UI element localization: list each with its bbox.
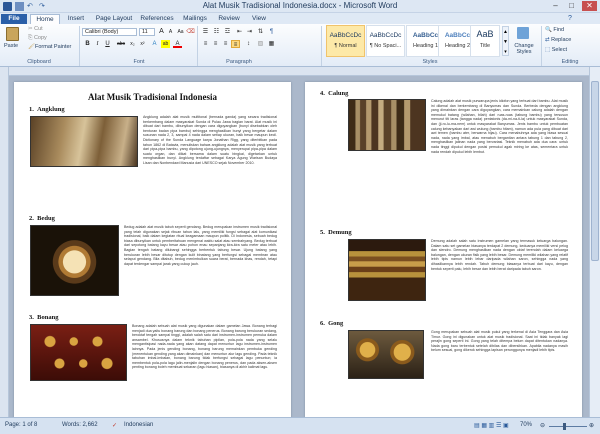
section-title: Calung: [328, 90, 349, 97]
tab-home[interactable]: Home: [30, 14, 60, 24]
section-number: 6.: [320, 320, 325, 327]
separator: [79, 26, 80, 66]
section-number: 5.: [320, 229, 325, 236]
close-button[interactable]: ✕: [582, 1, 597, 11]
title-bar: [0, 0, 600, 13]
style-preview: AaBbCc: [412, 32, 439, 39]
section-heading-bedug: [29, 215, 55, 222]
gong-image: [348, 330, 424, 379]
style-no-spacing[interactable]: [366, 25, 405, 57]
section-title: Angklung: [37, 106, 65, 113]
zoom-slider[interactable]: [549, 426, 587, 427]
section-text: Gong merupakan sebuah alat musik pukul yang terkenal di Asia Tenggara dan Asia Timur. Gong ini digunakan untuk alat musik tradisional. Saat ini tidak banyak lagi perajin gong seperti ini. Gong yang telah ditempa belum dapat ditentukan nadanya. Nada gong baru terbentuk setelah dibilas dan dibersihkan. Apabila nadanya masih belum sesuai, gong dikerok sehingga lapisan perunggunya menjadi lebih tipis.: [431, 330, 568, 353]
section-heading-demung: [320, 229, 352, 236]
calung-image: [348, 99, 426, 151]
scrollbar-thumb[interactable]: [591, 81, 599, 261]
status-bar: [0, 417, 600, 434]
show-marks-icon[interactable]: ¶: [269, 29, 274, 35]
section-heading-calung: [320, 90, 348, 97]
section-title: Bedug: [37, 215, 55, 222]
style-preview: AaBbCcDc: [369, 32, 402, 39]
tab-review[interactable]: Review: [218, 15, 240, 22]
shading-icon[interactable]: ▨: [257, 41, 264, 47]
tab-page-layout[interactable]: Page Layout: [95, 15, 133, 22]
section-title: Gong: [328, 320, 344, 327]
change-styles-icon[interactable]: [517, 27, 529, 39]
section-title: Demung: [328, 229, 352, 236]
font-color-button[interactable]: A: [173, 40, 182, 48]
select-button[interactable]: [545, 47, 567, 53]
page-2[interactable]: [305, 82, 582, 417]
find-icon: 🔍: [545, 27, 552, 33]
font-family-dropdown[interactable]: Calibri (Body): [82, 28, 137, 36]
format-painter-label: Format Painter: [34, 44, 72, 50]
style-name: Title: [479, 43, 491, 49]
maximize-button[interactable]: □: [569, 1, 574, 10]
style-name: ¶ No Spaci...: [369, 43, 402, 49]
paste-button[interactable]: Paste: [4, 43, 19, 49]
change-case-button[interactable]: Aa: [177, 29, 184, 35]
select-label: Select: [551, 47, 568, 53]
section-text: Angklung adalah alat musik multitonal (bernada ganda) yang secara tradisional berkembang dalam masyarakat Sunda di Pulau Jawa bagian barat. Alat musik ini dibuat dari bambu, dibunyikan dengan cara digoyangkan (bunyi disebabkan oleh benturan badan pipa bambu) sehingga menghasilkan bunyi yang bergetar dalam susunan nada 2, 3, sampai 4 nada dalam setiap ukuran, baik besar maupun kecil. Dictionary of the Sunda Language karya Jonathan Rigg, yang diterbitkan pada tahun 1862 di Batavia, menuliskan bahwa angklung adalah alat musik yang terbuat dari pipa-pipa bambu, yang dipotong ujung-ujungnya, menyerupai pipa-pipa dalam suatu organ, dan diikat bersama dalam suatu bingkai, digetarkan untuk menghasilkan bunyi. Angklung terdaftar sebagai Karya Agung Warisan Budaya Lisan dan Nonbendawi Manusia dari UNESCO sejak November 2010.: [143, 115, 277, 165]
ribbon-home: [0, 24, 600, 67]
document-title: Alat Musik Tradisional Indonesia: [88, 92, 217, 102]
italic-button[interactable]: I: [96, 41, 99, 47]
replace-label: Replace: [551, 37, 572, 43]
text-effects-button[interactable]: A: [152, 41, 157, 47]
section-heading-gong: [320, 320, 343, 327]
highlight-button[interactable]: ab: [162, 41, 169, 47]
bonang-image: [30, 324, 127, 381]
strikethrough-button[interactable]: abc: [116, 41, 126, 47]
section-number: 3.: [29, 314, 34, 321]
multilevel-list-icon[interactable]: ☲: [224, 29, 231, 35]
borders-icon[interactable]: ▦: [268, 41, 275, 47]
document-area[interactable]: [9, 76, 589, 417]
find-label: Find: [553, 27, 565, 33]
clear-formatting-icon[interactable]: ⌫: [186, 29, 195, 35]
underline-button[interactable]: U: [105, 41, 110, 47]
style-normal[interactable]: [326, 25, 365, 57]
style-preview: AaB: [476, 29, 494, 39]
tab-references[interactable]: References: [140, 15, 174, 22]
bold-button[interactable]: B: [85, 41, 90, 47]
align-right-icon[interactable]: ≡: [223, 41, 228, 47]
style-name: ¶ Normal: [334, 43, 357, 49]
bedug-image: [30, 225, 119, 296]
select-icon: ⬚: [545, 47, 551, 53]
tab-mailings[interactable]: Mailings: [183, 15, 207, 22]
style-name: Heading 2: [444, 43, 471, 49]
styles-group-label: Styles: [422, 59, 438, 65]
replace-icon: ⇄: [545, 37, 550, 43]
copy-label: Copy: [33, 35, 47, 41]
section-heading-angklung: [29, 106, 65, 113]
style-title[interactable]: [470, 25, 500, 57]
section-heading-bonang: [29, 314, 58, 321]
cut-button[interactable]: ✂ Cut: [28, 26, 43, 32]
separator: [197, 26, 198, 66]
copy-button[interactable]: ⎘ Copy: [28, 35, 47, 41]
section-text: Demung adalah salah satu instrumen gamelan yang termasuk keluarga balungan. Dalam satu set gamelan biasanya terdapat 2 demung, keduanya memiliki versi pelog dan slendro. Demung menghasilkan nada dengan oktaf terendah dalam keluarga balungan, dengan ukuran fisik yang lebih besar. Demung memiliki wilahan yang relatif lebih tipis namun lebih lebar daripada wilahan saron, sehingga nada yang dihasilkannya lebih rendah. Tabuh demung biasanya terbuat dari kayu, dengan bentuk seperti palu, lebih besar dan lebih berat daripada tabuh saron.: [431, 239, 568, 271]
tab-insert[interactable]: Insert: [67, 15, 85, 22]
styles-scroll[interactable]: ▲ ▼ ▾: [502, 26, 509, 56]
paste-icon[interactable]: [6, 27, 19, 41]
zoom-in-icon[interactable]: ⊕: [589, 423, 595, 429]
clipboard-group-label: Clipboard: [27, 59, 51, 65]
tab-file[interactable]: File: [1, 14, 27, 24]
separator: [321, 26, 322, 66]
subscript-button[interactable]: x₂: [130, 41, 135, 47]
numbering-icon[interactable]: ☷: [213, 29, 220, 35]
section-number: 1.: [29, 106, 34, 113]
language[interactable]: Indonesian: [124, 422, 154, 428]
find-button[interactable]: [545, 27, 564, 33]
style-preview: AaBbCc: [444, 32, 471, 39]
page-count[interactable]: Page: 1 of 8: [5, 422, 38, 428]
format-painter-button[interactable]: 🖌Format Painter: [28, 44, 72, 50]
window-title: Alat Musik Tradisional Indonesia.docx - Microsoft Word: [202, 1, 398, 10]
zoom-out-icon[interactable]: ⊖: [540, 423, 546, 429]
align-center-icon[interactable]: ≡: [213, 41, 218, 47]
zoom-level[interactable]: 70%: [520, 422, 533, 428]
page-1[interactable]: [14, 82, 291, 417]
horizontal-ruler[interactable]: [9, 67, 589, 76]
line-spacing-icon[interactable]: ↕: [247, 41, 250, 47]
vertical-ruler[interactable]: [0, 67, 9, 417]
decrease-indent-icon[interactable]: ⇤: [236, 29, 243, 35]
superscript-button[interactable]: x²: [140, 41, 145, 47]
shrink-font-button[interactable]: A: [168, 29, 173, 35]
view-buttons-icon[interactable]: ▤ ▦ ▥ ☰ ▣: [474, 423, 509, 429]
ribbon-tabs: [0, 13, 600, 24]
style-name: Heading 1: [412, 43, 439, 49]
undo-icon[interactable]: ↶: [27, 3, 33, 10]
demung-image: [348, 239, 426, 301]
angklung-image: [30, 116, 138, 167]
grow-font-button[interactable]: A: [159, 28, 164, 35]
section-number: 4.: [320, 90, 325, 97]
justify-icon[interactable]: ≡: [231, 40, 240, 48]
help-icon[interactable]: ?: [568, 15, 572, 22]
replace-button[interactable]: [545, 37, 571, 43]
section-text: Bonang adalah sebuah alat musik yang digunakan dalam gamelan Jawa. Bonang terbagi menjadi dua yaitu bonang barung dan bonang penerus. Bonang barung berukuran sedang, beroktaf tengah sampai tinggi, adalah salah satu dari instrumen-instrumen pemuka dalam ansambel. Khususnya dalam teknik tabuhan pipilan, pola-pola nada yang selalu mengantisipasi nada-nada yang akan datang dapat menuntun lagu instrumen-instrumen lainnya. Pada jenis gending bonang, bonang barung memainkan pembuka gending (menentukan gending yang akan dimainkan) dan menuntun alur lagu gending. Pada teknik tabuhan imbal-imbalan, bonang barung tidak berfungsi sebagai lagu penuntun; ia membentuk pola-pola lagu jalin-menjalin dengan bonang penerus, dan pada aksen-aksen penting bonang boleh membuat sekaran (lagu hiasan), biasanya di akhir kalimat lagu.: [132, 324, 277, 370]
tab-view[interactable]: View: [252, 15, 266, 22]
increase-indent-icon[interactable]: ⇥: [246, 29, 253, 35]
word-count[interactable]: Words: 2,662: [62, 422, 98, 428]
zoom-slider-thumb[interactable]: [563, 423, 566, 430]
vertical-scrollbar[interactable]: [589, 67, 600, 417]
change-styles-button[interactable]: Change Styles: [514, 43, 534, 55]
paragraph-group-label: Paragraph: [226, 59, 252, 65]
section-text: Bedug adalah alat musik tabuh seperti gendang. Bedug merupakan instrumen musik tradisional yang telah digunakan sejak ribuan tahun lalu, yang memiliki fungsi sebagai alat komunikasi tradisional, baik dalam kegiatan ritual keagamaan maupun politik. Di Indonesia, sebuah bedug biasa dibunyikan untuk pemberitahuan mengenai waktu salat atau sembahyang. Bedug terbuat dari sepotong batang kayu besar atau pohon enau sepanjang kira-kira satu meter atau lebih. Bagian tengah batang dilubangi sehingga berbentuk tabung besar. Ujung batang yang berukuran lebih besar ditutup dengan kulit binatang yang berfungsi sebagai membran atau selaput gendang. Bila ditabuh, bedug menimbulkan suara berat, bernada khas, rendah, tetapi dapat terdengar sampai jarak yang cukup jauh.: [124, 225, 277, 266]
section-text: Calung adalah alat musik purwarupa jenis idiofon yang terbuat dari bambu. Alat musik ini dikenal dan berkembang di Banyumas dan Sunda. Berbeda dengan angklung yang dimainkan dengan cara digoyangkan, cara memainkan calung adalah dengan memukul batang (wilahan, bilah) dari ruas-ruas (tabung bambu) yang tersusun menurut titi laras (tangga nada) pentatonis (da-mi-na-ti-la) untuk masyarakat Sunda, dan (ji-ro-lu-ma-nem) untuk masyarakat Banyumas. Jenis bambu untuk pembuatan calung kebanyakan dari awi wulung (bambu hitam), namun ada pula yang dibuat dari awi temen (bambu ater, berwarna hijau). Cara menabuhnya ada yang biasa sesuai nada, nada yang imbal, atau menabuh bergantian antara tabung 1 dan tabung 2, menghasilkan jalinan nada yang bervariasi. Teknik menabuh ada dua cara: untuk nada tinggi dipukul dengan posisi pemukul agak miring ke atas, sementara untuk nada rendah dipukul lebih lembut.: [431, 99, 568, 154]
proofing-icon[interactable]: ✓: [112, 423, 118, 429]
align-left-icon[interactable]: ≡: [203, 41, 208, 47]
section-title: Bonang: [37, 314, 59, 321]
cut-label: Cut: [34, 26, 43, 32]
sort-icon[interactable]: ⇅: [257, 29, 264, 35]
font-group-label: Font: [133, 59, 145, 65]
bullets-icon[interactable]: ☰: [202, 29, 209, 35]
style-preview: AaBbCcDc: [329, 32, 362, 39]
minimize-button[interactable]: –: [553, 1, 558, 10]
section-number: 2.: [29, 215, 34, 222]
font-size-dropdown[interactable]: 11: [139, 28, 155, 36]
editing-group-label: Editing: [561, 59, 579, 65]
redo-icon[interactable]: ↷: [39, 3, 45, 10]
